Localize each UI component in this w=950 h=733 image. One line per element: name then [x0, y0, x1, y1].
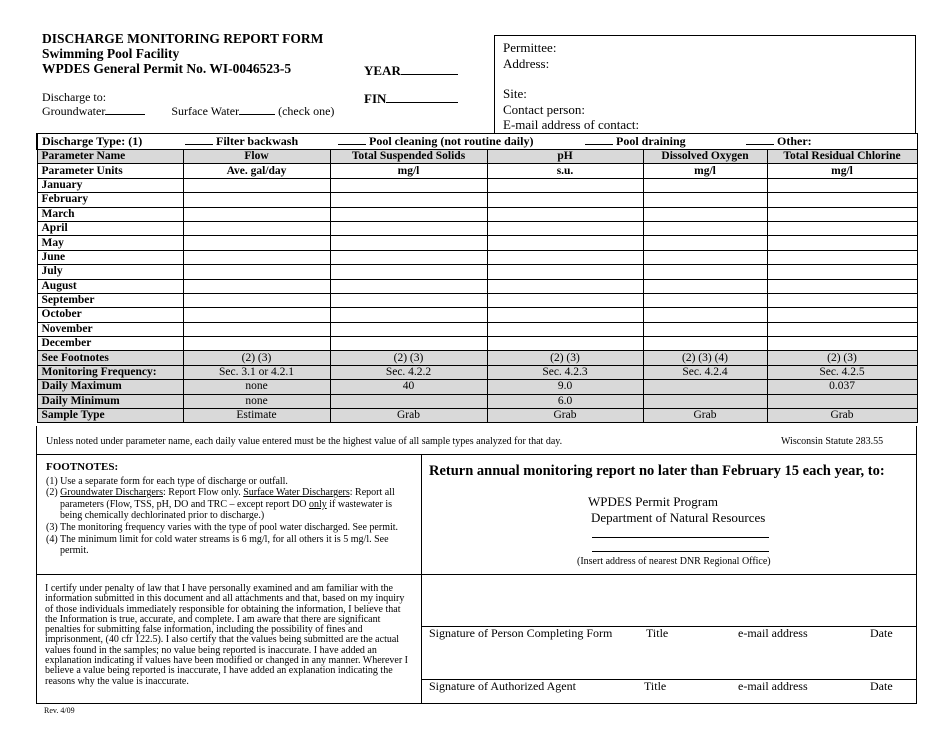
value-cell[interactable]	[643, 265, 767, 279]
monitoring-table	[36, 133, 918, 423]
value-cell[interactable]	[330, 207, 487, 221]
value-cell[interactable]	[643, 337, 767, 351]
footnote-2: (2) Groundwater Dischargers: Report Flow only. Surface Water Dischargers: Report all parameters (Flow, TSS, pH, DO and TRC – except report DO only if wastewater is being chemically dechlorinated prior to discharge.)	[46, 487, 395, 522]
value-cell[interactable]	[183, 265, 330, 279]
value-cell[interactable]	[767, 178, 917, 192]
signature-agent-title[interactable]: Title	[644, 679, 667, 693]
month-row-february: February	[37, 193, 917, 207]
discharge-type-row	[37, 134, 917, 150]
month-row-january: January	[37, 178, 917, 192]
col-name-do: Dissolved Oxygen	[643, 150, 767, 164]
discharge-to-label: Discharge to:	[42, 90, 107, 104]
value-cell[interactable]	[643, 308, 767, 322]
param-name-label: Parameter Name	[37, 150, 183, 164]
discharge-option-cleaning[interactable]: Pool cleaning (not routine daily)	[338, 135, 582, 148]
value-cell[interactable]	[183, 236, 330, 250]
col-name-trc: Total Residual Chlorine	[767, 150, 917, 164]
daily-value-note: Unless noted under parameter name, each daily value entered must be the highest value of all sample types analyzed for that day.	[46, 436, 563, 447]
value-cell[interactable]	[767, 322, 917, 336]
signature-completing-title[interactable]: Title	[646, 626, 669, 640]
value-cell[interactable]	[767, 236, 917, 250]
value-cell[interactable]	[330, 193, 487, 207]
value-cell[interactable]	[767, 337, 917, 351]
month-row-november: November	[37, 322, 917, 336]
value-cell[interactable]	[183, 337, 330, 351]
value-cell[interactable]	[183, 193, 330, 207]
check-one-note: (check one)	[278, 104, 335, 118]
value-cell[interactable]	[183, 221, 330, 235]
value-cell[interactable]	[767, 293, 917, 307]
month-row-october: October	[37, 308, 917, 322]
fin-field[interactable]	[364, 91, 458, 107]
insert-address-note: (Insert address of nearest DNR Regional Office)	[577, 556, 771, 567]
col-units-tss: mg/l	[330, 164, 487, 178]
month-row-may: May	[37, 236, 917, 250]
permit-number: WPDES General Permit No. WI-0046523-5	[42, 61, 292, 76]
month-row-december: December	[37, 337, 917, 351]
value-cell[interactable]	[767, 207, 917, 221]
site-field[interactable]: Site:	[503, 86, 527, 101]
value-cell[interactable]	[487, 193, 643, 207]
value-cell[interactable]	[330, 322, 487, 336]
signature-agent-date[interactable]: Date	[870, 679, 893, 693]
value-cell[interactable]	[183, 293, 330, 307]
sample-type-row: Sample Type Estimate Grab Grab Grab Grab	[37, 409, 917, 423]
value-cell[interactable]	[330, 250, 487, 264]
parameter-units-row	[37, 164, 917, 178]
month-row-july: July	[37, 265, 917, 279]
value-cell[interactable]	[330, 236, 487, 250]
col-units-ph: s.u.	[487, 164, 643, 178]
value-cell[interactable]	[487, 178, 643, 192]
value-cell[interactable]	[767, 250, 917, 264]
value-cell[interactable]	[183, 279, 330, 293]
value-cell[interactable]	[330, 178, 487, 192]
footnotes-section	[46, 462, 416, 557]
form-subtitle: Swimming Pool Facility	[42, 46, 180, 61]
value-cell[interactable]	[330, 293, 487, 307]
surface-water-checkbox[interactable]	[239, 105, 275, 115]
footnote-4: (4) The minimum limit for cold water streams is 6 mg/l, for all others it is 5 mg/l. See permit.	[46, 533, 389, 557]
value-cell[interactable]	[643, 236, 767, 250]
col-name-ph: pH	[487, 150, 643, 164]
value-cell[interactable]	[183, 250, 330, 264]
signature-agent-label[interactable]: Signature of Authorized Agent	[429, 679, 576, 693]
col-units-trc: mg/l	[767, 164, 917, 178]
value-cell[interactable]	[643, 178, 767, 192]
permittee-box	[494, 35, 916, 133]
form-title: DISCHARGE MONITORING REPORT FORM	[42, 31, 324, 46]
value-cell[interactable]	[487, 322, 643, 336]
value-cell[interactable]	[767, 265, 917, 279]
discharge-option-draining[interactable]: Pool draining	[585, 135, 743, 148]
col-units-do: mg/l	[643, 164, 767, 178]
value-cell[interactable]	[767, 221, 917, 235]
value-cell[interactable]	[487, 265, 643, 279]
month-row-august: August	[37, 279, 917, 293]
daily-minimum-row: Daily Minimum none 6.0	[37, 394, 917, 408]
value-cell[interactable]	[487, 207, 643, 221]
daily-maximum-row: Daily Maximum none 40 9.0 0.037	[37, 380, 917, 394]
address-line[interactable]	[592, 551, 769, 552]
month-row-june: June	[37, 250, 917, 264]
value-cell[interactable]	[487, 221, 643, 235]
address-field[interactable]: Address:	[503, 55, 550, 71]
param-units-label: Parameter Units	[37, 164, 183, 178]
value-cell[interactable]	[767, 193, 917, 207]
month-row-september: September	[37, 293, 917, 307]
col-name-flow: Flow	[183, 150, 330, 164]
value-cell[interactable]	[767, 308, 917, 322]
groundwater-label: Groundwater	[42, 104, 106, 118]
permittee-field[interactable]: Permittee:	[503, 40, 557, 55]
statute-reference: Wisconsin Statute 283.55	[781, 436, 884, 447]
value-cell[interactable]	[643, 322, 767, 336]
contact-field[interactable]: Contact person:	[503, 101, 585, 117]
value-cell[interactable]	[767, 279, 917, 293]
value-cell[interactable]	[487, 250, 643, 264]
discharge-option-other[interactable]: Other:	[746, 134, 812, 148]
value-cell[interactable]	[487, 293, 643, 307]
month-row-april: April	[37, 221, 917, 235]
signature-completing-label[interactable]: Signature of Person Completing Form	[429, 626, 613, 640]
value-cell[interactable]	[183, 207, 330, 221]
certification-statement: I certify under penalty of law that I have personally examined and am familiar with the information submitted in this document and all attachments and that, based on my inquiry of those individuals immediately responsible for obtaining the information, I believe that the Information is true, accurate, and complete. I am aware that there are significant penalties for submitting false information, including the possibility of fines and imprisonment, (40 cfr 122.5). I also certify that the values being submitted are the actual values found in the samples; no value being reported is inaccurate. I have added an explanation indicating if values have been modified or changed in any manner. Wherever I believe a value being reported is inaccurate, I have added an explanation indicating the reasons why the value is inaccurate.	[45, 583, 409, 687]
signature-completing-email[interactable]: e-mail address	[738, 626, 808, 640]
parameter-name-row	[37, 150, 917, 164]
value-cell[interactable]	[330, 221, 487, 235]
surface-water-label: Surface Water	[171, 104, 240, 118]
value-cell[interactable]	[643, 221, 767, 235]
month-row-march: March	[37, 207, 917, 221]
value-cell[interactable]	[183, 322, 330, 336]
program-name: WPDES Permit Program	[588, 494, 718, 509]
col-name-tss: Total Suspended Solids	[330, 150, 487, 164]
footnotes-ref-row: See Footnotes (2) (3) (2) (3) (2) (3) (2) (3) (4) (2) (3)	[37, 351, 917, 365]
value-cell[interactable]	[183, 178, 330, 192]
value-cell[interactable]	[330, 265, 487, 279]
value-cell[interactable]	[643, 279, 767, 293]
value-cell[interactable]	[487, 337, 643, 351]
value-cell[interactable]	[643, 250, 767, 264]
value-cell[interactable]	[330, 279, 487, 293]
signature-agent-email[interactable]: e-mail address	[738, 679, 808, 693]
value-cell[interactable]	[487, 279, 643, 293]
value-cell[interactable]	[330, 308, 487, 322]
footnote-3: (3) The monitoring frequency varies with the type of pool water discharged. See permit.	[46, 521, 399, 533]
form-header	[42, 31, 323, 76]
groundwater-checkbox[interactable]	[105, 105, 145, 115]
address-line[interactable]	[592, 537, 769, 538]
department-name: Department of Natural Resources	[591, 510, 766, 525]
footnotes-heading: FOOTNOTES:	[46, 461, 119, 473]
value-cell[interactable]	[643, 293, 767, 307]
value-cell[interactable]	[487, 236, 643, 250]
value-cell[interactable]	[643, 193, 767, 207]
footnote-1: (1) Use a separate form for each type of discharge or outfall.	[46, 475, 288, 487]
discharge-to-options	[42, 104, 334, 119]
revision-label: Rev. 4/09	[44, 706, 75, 715]
value-cell[interactable]	[487, 308, 643, 322]
value-cell[interactable]	[643, 207, 767, 221]
discharge-type-label: Discharge Type: (1)	[42, 134, 143, 148]
discharge-option-filter[interactable]: Filter backwash	[185, 135, 335, 148]
value-cell[interactable]	[330, 337, 487, 351]
return-address	[588, 494, 765, 526]
return-instructions: Return annual monitoring report no later than February 15 each year, to:	[429, 463, 885, 479]
signature-completing-date[interactable]: Date	[870, 626, 893, 640]
value-cell[interactable]	[183, 308, 330, 322]
monitoring-frequency-row: Monitoring Frequency: Sec. 3.1 or 4.2.1 Sec. 4.2.2 Sec. 4.2.3 Sec. 4.2.4 Sec. 4.2.5	[37, 365, 917, 379]
col-units-flow: Ave. gal/day	[183, 164, 330, 178]
email-field[interactable]: E-mail address of contact:	[503, 117, 640, 132]
year-label: YEAR	[364, 63, 401, 78]
year-field[interactable]	[364, 63, 458, 79]
fin-label: FIN	[364, 91, 387, 106]
